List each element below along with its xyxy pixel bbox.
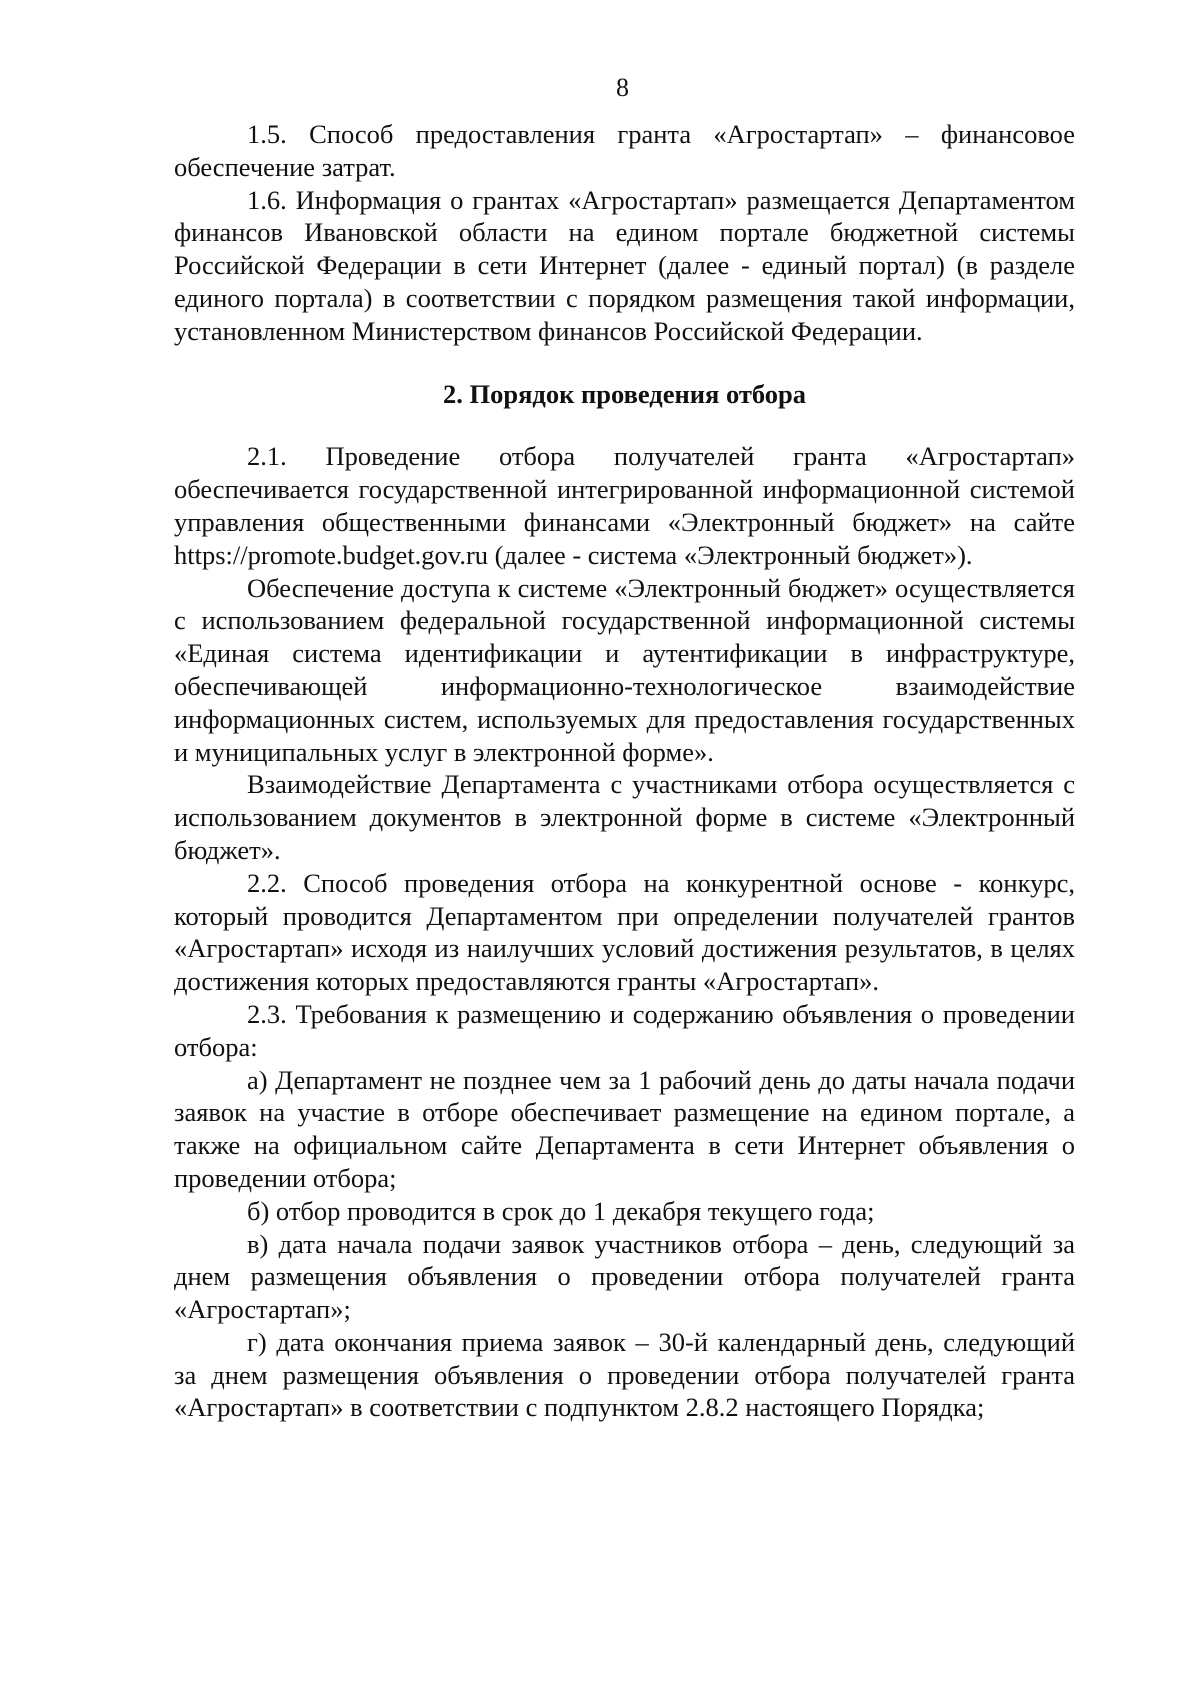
paragraph-2-1: 2.1. Проведение отбора получателей гранта «Агростартап» обеспечивается государственной интегрированной информационной системой управления общественными финансами «Электронный бюджет» на сайте https://promote.budget.gov.ru (далее - система «Электронный бюджет»).	[174, 441, 1075, 570]
paragraph-2-3: 2.3. Требования к размещению и содержанию объявления о проведении отбора:	[174, 998, 1075, 1062]
paragraph-1-6: 1.6. Информация о грантах «Агростартап» размещается Департаментом финансов Ивановской области на едином портале бюджетной системы Российской Федерации в сети Интернет (далее - единый портал) (в разделе единого портала) в соответствии с порядком размещения такой информации, установленном Министерством финансов Российской Федерации.	[174, 184, 1075, 346]
paragraph-1-5: 1.5. Способ предоставления гранта «Агростартап» – финансовое обеспечение затрат.	[174, 119, 1075, 182]
list-item-v: в) дата начала подачи заявок участников отбора – день, следующий за днем размещения объявления о проведении отбора получателей гранта «Агростартап»;	[174, 1228, 1075, 1325]
page-number: 8	[616, 73, 629, 102]
section-heading-2: 2. Порядок проведения отбора	[442, 378, 807, 409]
paragraph-access: Обеспечение доступа к системе «Электронный бюджет» осуществляется с использованием федеральной государственной информационной системы «Единая система идентификации и аутентификации в инфраструктуре, обеспечивающей информационно-технологическое взаимодействие информационных систем, используемых для предоставления государственных и муниципальных услуг в электронной форме».	[174, 572, 1075, 767]
paragraph-2-2: 2.2. Способ проведения отбора на конкурентной основе - конкурс, который проводится Департаментом при определении получателей грантов «Агростартап» исходя из наилучших условий достижения результатов, в целях достижения которых предоставляются гранты «Агростартап».	[174, 867, 1075, 997]
document-body	[174, 118, 1075, 1424]
list-item-b: б) отбор проводится в срок до 1 декабря текущего года;	[247, 1195, 875, 1226]
list-item-a: а) Департамент не позднее чем за 1 рабочий день до даты начала подачи заявок на участие в отборе обеспечивает размещение на едином портале, а также на официальном сайте Департамента в сети Интернет объявления о проведении отбора;	[174, 1064, 1075, 1193]
list-item-g: г) дата окончания приема заявок – 30-й календарный день, следующий за днем размещения объявления о проведении отбора получателей гранта «Агростартап» в соответствии с подпунктом 2.8.2 настоящего Порядка;	[174, 1326, 1075, 1423]
paragraph-interaction: Взаимодействие Департамента с участниками отбора осуществляется с использованием документов в электронной форме в системе «Электронный бюджет».	[174, 769, 1075, 865]
